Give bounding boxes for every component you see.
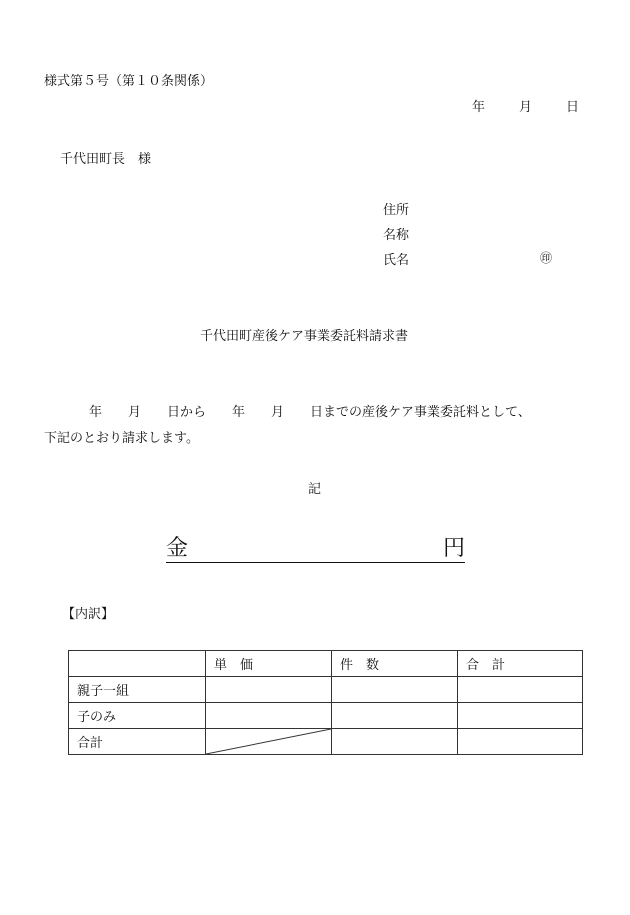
table-row [69, 729, 583, 755]
row-label: 子のみ [69, 703, 206, 729]
date-line [472, 96, 579, 115]
diagonal-slash [206, 729, 331, 754]
row-label: 合計 [69, 729, 206, 755]
table-header-cell [69, 651, 206, 677]
unit-price-cell [206, 703, 332, 729]
total-cell [458, 677, 583, 703]
request-sentence-line1: 年 月 日から 年 月 日までの産後ケア事業委託料として、 [89, 405, 531, 420]
date-month: 月 [519, 100, 533, 115]
amount-prefix: 金 [166, 536, 189, 561]
total-cell [458, 703, 583, 729]
document-title: 千代田町産後ケア事業委託料請求書 [200, 329, 409, 344]
count-cell [332, 729, 458, 755]
row-label: 親子一組 [69, 677, 206, 703]
date-day: 日 [566, 100, 580, 115]
table-row [69, 677, 583, 703]
organization-name-label: 名称 [383, 228, 410, 243]
amount-suffix: 円 [442, 536, 465, 561]
form-number: 様式第５号（第１０条関係） [44, 74, 214, 89]
table-header-count: 件 数 [332, 651, 458, 677]
table-row [69, 703, 583, 729]
date-year: 年 [472, 100, 486, 115]
table-header-unit-price: 単 価 [206, 651, 332, 677]
addressee: 千代田町長 様 [60, 152, 152, 167]
unit-price-cell [206, 677, 332, 703]
name-label: 氏名 [383, 253, 410, 268]
seal-mark: ㊞ [540, 251, 553, 265]
breakdown-table [68, 650, 583, 755]
unit-price-cell-crossed [206, 729, 332, 755]
table-header-row [69, 651, 583, 677]
request-sentence-line2: 下記のとおり請求します。 [44, 431, 199, 446]
ki-heading: 記 [308, 482, 322, 497]
amount-line [166, 536, 465, 563]
total-cell [458, 729, 583, 755]
address-label: 住所 [383, 203, 410, 218]
count-cell [332, 677, 458, 703]
breakdown-label: 【内訳】 [62, 607, 115, 622]
count-cell [332, 703, 458, 729]
table-header-total: 合 計 [458, 651, 583, 677]
